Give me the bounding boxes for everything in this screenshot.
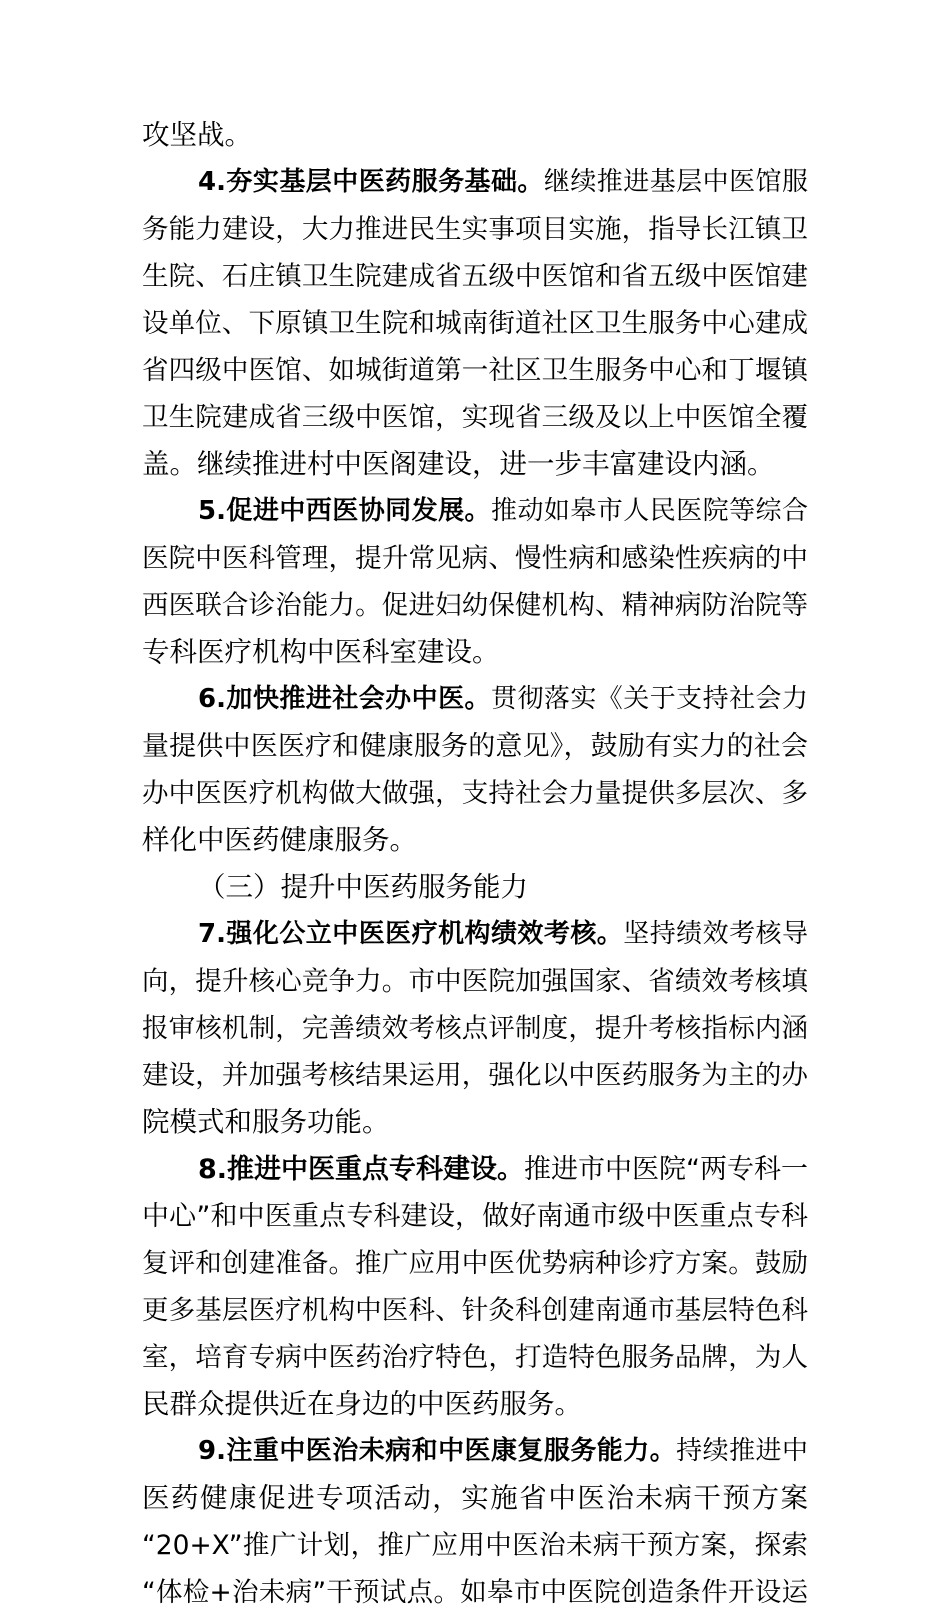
item-heading: 7.强化公立中医医疗机构绩效考核。	[198, 919, 624, 949]
line-text: 专科医疗机构中医科室建设。	[142, 636, 500, 668]
paragraph-line	[142, 1099, 808, 1146]
line-text: 推动如皋市人民医院等综合	[490, 496, 808, 526]
line-text: 中心”和中医重点专科建设，做好南通市级中医重点专科	[142, 1201, 808, 1232]
paragraph-line	[142, 535, 808, 582]
paragraph-line	[142, 300, 808, 347]
paragraph-line	[142, 206, 808, 253]
line-text: 设单位、下原镇卫生院和城南街道社区卫生服务中心建成	[142, 308, 808, 339]
paragraph-line	[142, 112, 808, 159]
item-heading: 9.注重中医治未病和中医康复服务能力。	[198, 1436, 677, 1466]
line-text: 院模式和服务功能。	[142, 1106, 390, 1138]
paragraph-line	[142, 1522, 808, 1569]
line-text: 生院、石庄镇卫生院建成省五级中医馆和省五级中医馆建	[142, 261, 808, 292]
paragraph-line	[142, 1052, 808, 1099]
paragraph-line	[142, 723, 808, 770]
line-text: 务能力建设，大力推进民生实事项目实施，指导长江镇卫	[142, 214, 808, 245]
paragraph-line	[142, 1334, 808, 1381]
line-text: 报审核机制，完善绩效考核点评制度，提升考核指标内涵	[142, 1013, 808, 1044]
paragraph-line	[142, 1569, 808, 1616]
line-text: 医院中医科管理，提升常见病、慢性病和感染性疾病的中	[142, 543, 808, 574]
line-text: 攻坚战。	[142, 119, 252, 151]
item-heading: 4.夯实基层中医药服务基础。	[198, 167, 544, 197]
subsection-heading	[142, 864, 808, 911]
line-text: 西医联合诊治能力。促进妇幼保健机构、精神病防治院等	[142, 590, 808, 621]
line-text: （三）提升中医药服务能力	[198, 871, 528, 903]
line-text: 更多基层医疗机构中医科、针灸科创建南通市基层特色科	[142, 1295, 808, 1326]
paragraph-line	[142, 770, 808, 817]
line-text: 办中医医疗机构做大做强，支持社会力量提供多层次、多	[142, 778, 808, 809]
line-text: 复评和创建准备。推广应用中医优势病种诊疗方案。鼓励	[142, 1248, 808, 1279]
item-heading: 5.促进中西医协同发展。	[198, 496, 491, 526]
section-heading-line	[142, 1146, 808, 1193]
paragraph-line	[142, 1287, 808, 1334]
line-text: 民群众提供近在身边的中医药服务。	[142, 1388, 582, 1420]
paragraph-line	[142, 441, 808, 488]
line-text: 贯彻落实《关于支持社会力	[490, 684, 808, 714]
line-text: 向，提升核心竞争力。市中医院加强国家、省绩效考核填	[142, 966, 808, 997]
item-heading: 8.推进中医重点专科建设。	[198, 1154, 525, 1185]
section-heading-line	[142, 676, 808, 723]
line-text: 继续推进基层中医馆服	[543, 167, 808, 197]
line-text: 量提供中医医疗和健康服务的意见》，鼓励有实力的社会	[142, 731, 808, 762]
line-text: 样化中医药健康服务。	[142, 824, 417, 856]
line-text: 建设，并加强考核结果运用，强化以中医药服务为主的办	[142, 1060, 808, 1091]
paragraph-line	[142, 253, 808, 300]
line-text: “20+X”推广计划，推广应用中医治未病干预方案，探索	[142, 1530, 808, 1561]
line-text: 卫生院建成省三级中医馆，实现省三级及以上中医馆全覆	[142, 402, 808, 433]
section-heading-line	[142, 159, 808, 206]
line-text: 坚持绩效考核导	[623, 919, 808, 949]
paragraph-line	[142, 1193, 808, 1240]
paragraph-line	[142, 817, 808, 864]
line-text: 推进市中医院“两专科一	[524, 1154, 809, 1185]
section-heading-line	[142, 488, 808, 535]
line-text: “体检+治未病”干预试点。如皋市中医院创造条件开设运	[142, 1577, 808, 1608]
document-page	[142, 112, 808, 1616]
paragraph-line	[142, 629, 808, 676]
paragraph-line	[142, 1240, 808, 1287]
paragraph-line	[142, 1475, 808, 1522]
section-heading-line	[142, 911, 808, 958]
paragraph-line	[142, 958, 808, 1005]
paragraph-line	[142, 347, 808, 394]
line-text: 医药健康促进专项活动，实施省中医治未病干预方案	[142, 1482, 808, 1514]
section-heading-line	[142, 1428, 808, 1475]
paragraph-line	[142, 1381, 808, 1428]
item-heading: 6.加快推进社会办中医。	[198, 684, 491, 714]
paragraph-line	[142, 582, 808, 629]
line-text: 盖。继续推进村中医阁建设，进一步丰富建设内涵。	[142, 448, 775, 480]
paragraph-line	[142, 1005, 808, 1052]
line-text: 持续推进中	[676, 1436, 808, 1466]
paragraph-line	[142, 394, 808, 441]
line-text: 省四级中医馆、如城街道第一社区卫生服务中心和丁堰镇	[142, 355, 808, 386]
line-text: 室，培育专病中医药治疗特色，打造特色服务品牌，为人	[142, 1342, 808, 1373]
